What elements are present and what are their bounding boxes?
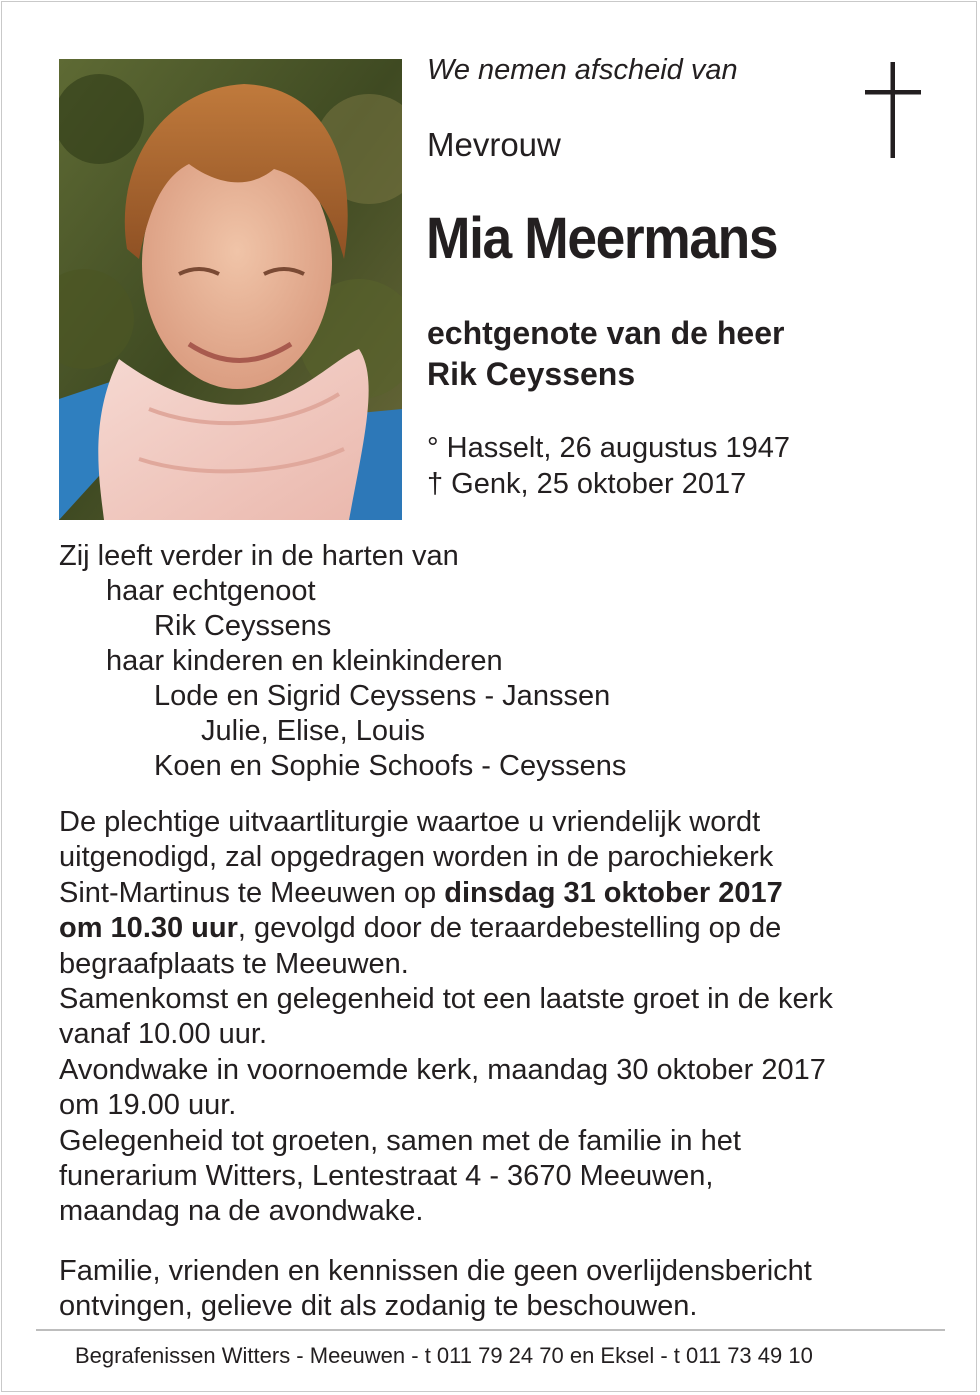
ceremony-details: [59, 805, 939, 1230]
spouse-name: Rik Ceyssens: [427, 356, 636, 392]
portrait-photo: [59, 59, 402, 520]
spouse-relation: echtgenote van de heer: [427, 315, 785, 351]
deceased-name: Mia Meermans: [426, 206, 778, 271]
list-item: Rik Ceyssens: [154, 610, 332, 642]
ceremony-line: funerarium Witters, Lentestraat 4 - 3670 Meeuwen,: [59, 1160, 714, 1193]
ceremony-text: Sint-Martinus te Meeuwen op: [59, 876, 445, 909]
closing-line: ontvingen, gelieve dit als zodanig te beschouwen.: [59, 1290, 698, 1322]
ceremony-line: vanaf 10.00 uur.: [59, 1018, 267, 1051]
ceremony-line: Samenkomst en gelegenheid tot een laatste groet in de kerk: [59, 983, 833, 1016]
ceremony-line: om 19.00 uur.: [59, 1089, 237, 1122]
list-item: Koen en Sophie Schoofs - Ceyssens: [154, 750, 627, 782]
ceremony-text: , gevolgd door de teraardebestelling op de: [237, 912, 782, 945]
list-item: haar echtgenoot: [106, 575, 316, 607]
honorific: Mevrouw: [427, 126, 561, 163]
ceremony-time: om 10.30 uur: [59, 912, 238, 945]
footer-divider: [36, 1329, 945, 1331]
closing-note: [59, 1254, 939, 1324]
birth-info: ° Hasselt, 26 augustus 1947: [427, 432, 791, 464]
intro-text: We nemen afscheid van: [427, 54, 738, 86]
survived-by-list: [59, 539, 626, 784]
ceremony-line: [59, 876, 939, 911]
ceremony-line: Gelegenheid tot groeten, samen met de familie in het: [59, 1124, 741, 1157]
ceremony-line: begraafplaats te Meeuwen.: [59, 947, 409, 980]
ceremony-line: maandag na de avondwake.: [59, 1195, 424, 1228]
ceremony-line: De plechtige uitvaartliturgie waartoe u vriendelijk wordt: [59, 806, 761, 838]
ceremony-line: Avondwake in voornoemde kerk, maandag 30 oktober 2017: [59, 1053, 826, 1086]
death-info: † Genk, 25 oktober 2017: [427, 468, 747, 500]
list-item: Zij leeft verder in de harten van: [59, 540, 459, 572]
closing-line: Familie, vrienden en kennissen die geen overlijdensbericht: [59, 1255, 812, 1287]
funeral-home-footer: Begrafenissen Witters - Meeuwen - t 011 79 24 70 en Eksel - t 011 73 49 10: [75, 1343, 813, 1368]
list-item: Julie, Elise, Louis: [201, 715, 426, 747]
list-item: Lode en Sigrid Ceyssens - Janssen: [154, 680, 611, 712]
ceremony-line: [59, 911, 939, 946]
ceremony-line: uitgenodigd, zal opgedragen worden in de parochiekerk: [59, 841, 774, 874]
latin-cross-icon: [862, 60, 924, 160]
list-item: haar kinderen en kleinkinderen: [106, 645, 503, 677]
ceremony-date: dinsdag 31 oktober 2017: [444, 876, 783, 909]
